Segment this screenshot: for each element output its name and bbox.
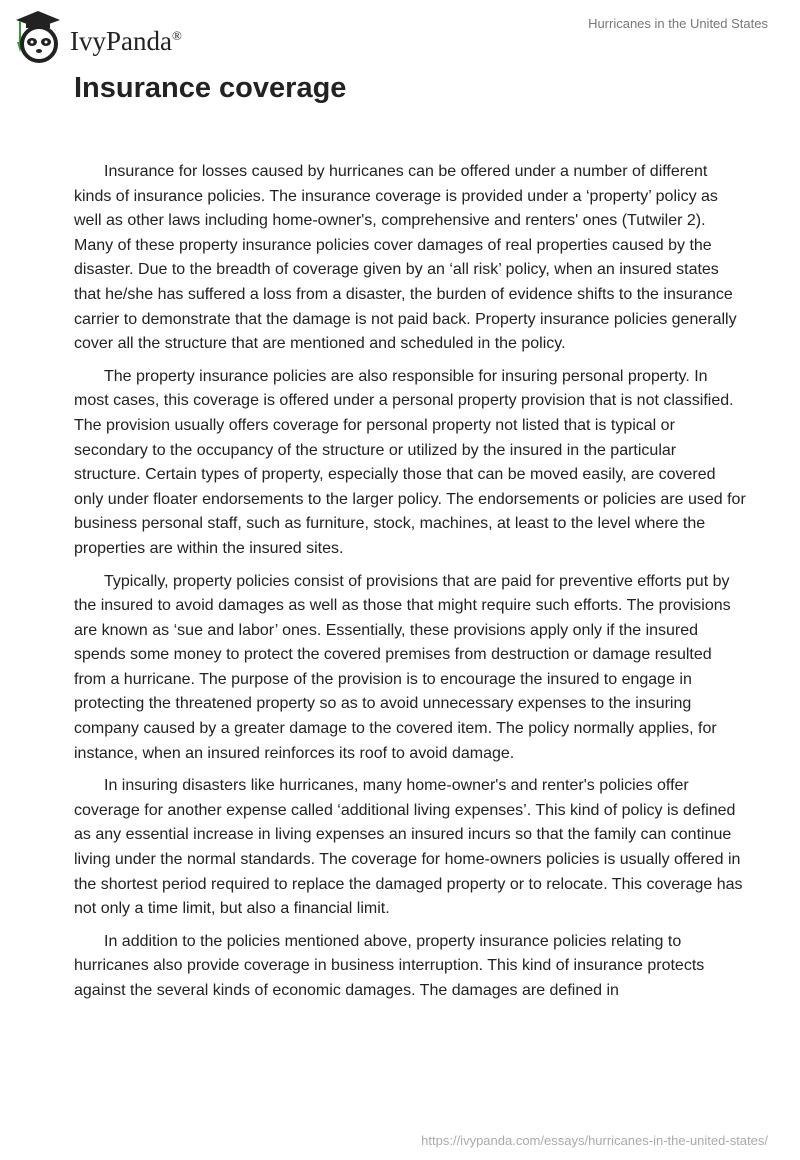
source-url[interactable]: https://ivypanda.com/essays/hurricanes-in-the-united-states/ (421, 1133, 768, 1148)
running-title: Hurricanes in the United States (588, 16, 768, 31)
paragraph: The property insurance policies are also responsible for insuring personal property. In most cases, this coverage is offered under a personal property provision that is not classified. The provision usually offers coverage for personal property not listed that is typical or secondary to the occupancy of the structure or utilized by the insured in the particular structure. Certain types of property, especially those that can be moved easily, are covered only under floater endorsements to the larger policy. The endorsements or policies are used for business personal staff, such as furniture, stock, machines, at least to the level where the properties are within the insured sites. (74, 367, 746, 557)
article-body (74, 160, 746, 1012)
ivypanda-logo[interactable] (12, 8, 182, 64)
paragraph: Insurance for losses caused by hurricanes can be offered under a number of different kinds of insurance policies. The insurance coverage is provided under a ‘property’ policy as well as other laws including home-owner's, comprehensive and renters' ones (Tutwiler 2). Many of these property insurance policies cover damages of real properties caused by the disaster. Due to the breadth of coverage given by an ‘all risk’ policy, when an insured states that he/she has suffered a loss from a disaster, the burden of evidence shifts to the insurance carrier to demonstrate that the damage is not paid back. Property insurance policies generally cover all the structure that are mentioned and scheduled in the policy. (74, 163, 737, 353)
registered-mark: ® (171, 27, 182, 43)
paragraph: In addition to the policies mentioned above, property insurance policies relating to hurricanes also provide coverage in business interruption. This kind of insurance protects against the several kinds of economic damages. The damages are defined in (74, 932, 705, 999)
logo-wordmark (70, 26, 182, 57)
paragraph: Typically, property policies consist of provisions that are paid for preventive efforts put by the insured to avoid damages as well as those that might require such efforts. The provisions are known as ‘sue and labor’ ones. Essentially, these provisions apply only if the insured spends some money to protect the covered premises from destruction or damage resulted from a hurricane. The purpose of the provision is to encourage the insured to engage in protecting the threatened property so as to avoid unnecessary expenses to the insuring company caused by a greater damage to the covered item. The policy normally applies, for instance, when an insured reinforces its roof to avoid damage. (74, 572, 731, 762)
paragraph: In insuring disasters like hurricanes, many home-owner's and renter's policies offer coverage for another expense called ‘additional living expenses’. This kind of policy is defined as any essential increase in living expenses an insured incurs so that the family can continue living under the normal standards. The coverage for home-owners policies is usually offered in the shortest period required to replace the damaged property or to relocate. This coverage has not only a time limit, but also a financial limit. (74, 777, 743, 918)
section-heading: Insurance coverage (74, 72, 347, 104)
logo-text: IvyPanda (70, 25, 172, 56)
panda-graduate-icon (12, 8, 64, 64)
